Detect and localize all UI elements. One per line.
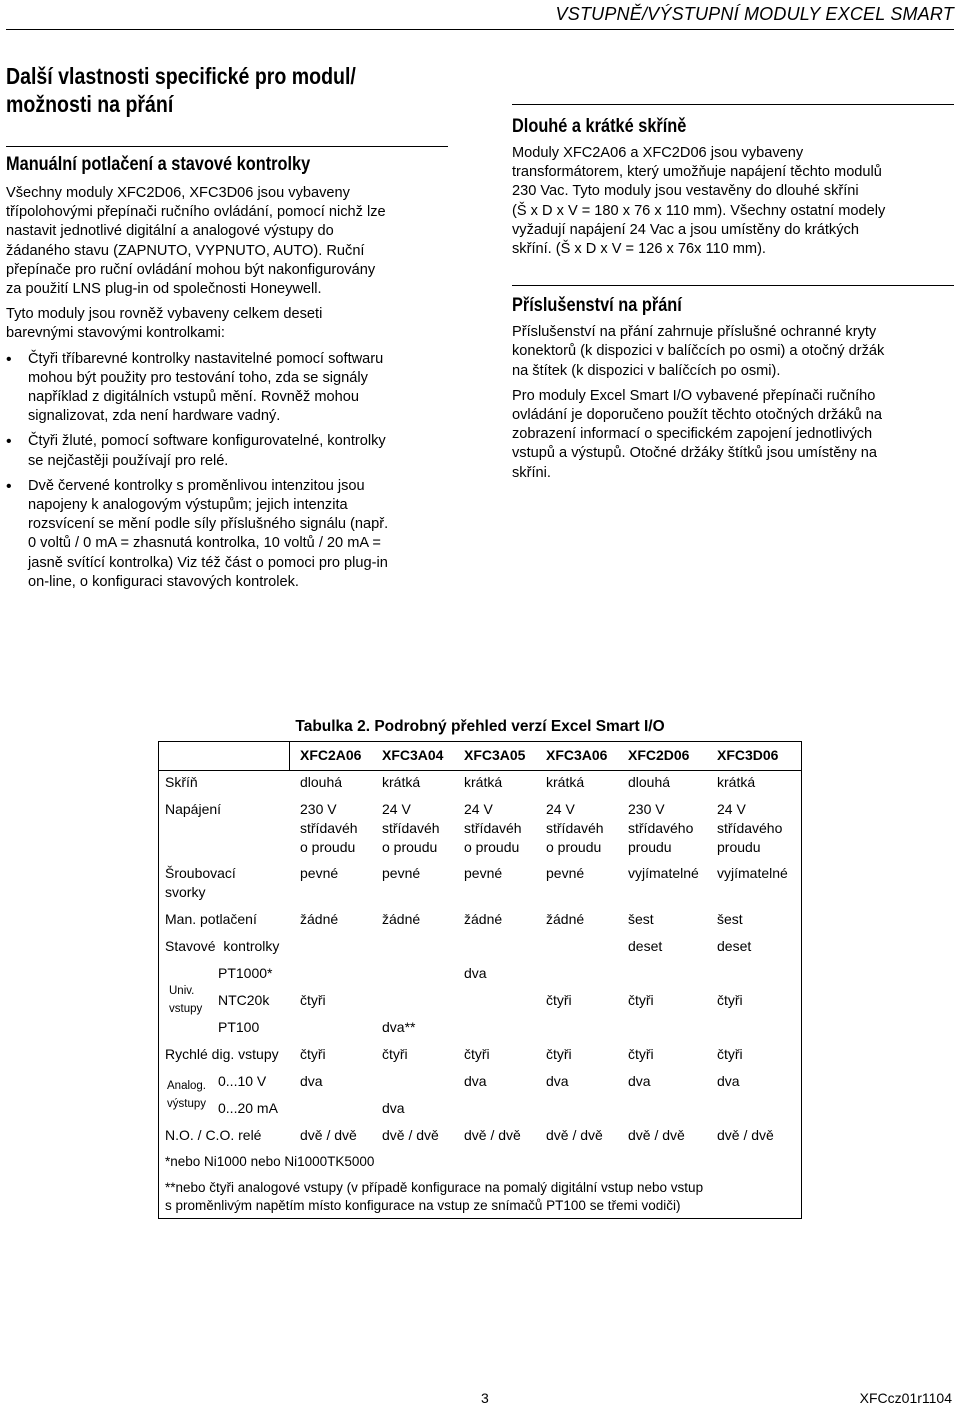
table-cell: čtyři [546, 1046, 572, 1062]
table-cell: čtyři [628, 992, 654, 1008]
cell-line: svorky [165, 884, 206, 900]
text-line: ovládání je doporučeno použít těchto otočných držáků na [512, 407, 882, 424]
row-label-pt100: PT100 [218, 1019, 260, 1035]
cell-line: vstupy [169, 1003, 203, 1015]
text-line: nastavit jednotlivé digitální a analogové výstupy do [6, 223, 334, 240]
table-cell: čtyři [382, 1046, 408, 1062]
cell-line: střídavéh [382, 820, 440, 836]
table-cell: vyjímatelné [628, 865, 699, 881]
row-label-fast-digital-inputs: Rychlé dig. vstupy [165, 1046, 279, 1062]
table-cell [546, 800, 604, 857]
cell-line: střídavého [628, 820, 694, 836]
text-line: rozsvícení se mění podle síly příslušného signálu (např. [28, 516, 389, 533]
row-label-power: Napájení [165, 801, 222, 817]
table-cell: žádné [300, 911, 339, 927]
table-cell: deset [628, 938, 663, 954]
text-line: 0 voltů / 0 mA = zhasnutá kontrolka, 10 voltů / 20 mA = [28, 535, 381, 552]
text-line: napojeny k analogovým výstupům; jejich intenzita [28, 497, 348, 514]
table-cell: dva [464, 965, 487, 981]
page-number: 3 [481, 1390, 489, 1406]
table-cell: čtyři [628, 1046, 654, 1062]
table-cell: šest [717, 911, 743, 927]
table-cell: vyjímatelné [717, 865, 788, 881]
list-item [6, 432, 448, 470]
section-title-line-2: možnosti na přání [6, 91, 174, 117]
text-line: například z digitálních vstupů mění. Rovněž mohou [28, 389, 359, 406]
table-cell: dlouhá [628, 774, 671, 790]
para-manual-override [6, 184, 448, 299]
table-cell: dva [464, 1073, 487, 1089]
text-line: mohou být použity pro testování toho, zda se signály [28, 369, 368, 386]
table-header-row [159, 742, 801, 771]
section-title-line-1: Další vlastnosti specifické pro modul/ [6, 63, 356, 89]
text-line: se nejčastěji používají pro relé. [28, 452, 229, 469]
right-column [512, 104, 954, 483]
cell-line: 24 V [717, 801, 746, 817]
table-cell: dva [546, 1073, 569, 1089]
header-cell: XFC3A04 [382, 747, 444, 763]
cell-line: o proudu [300, 839, 356, 855]
table-cell [382, 800, 440, 857]
text-line: Tyto moduly jsou rovněž vybaveny celkem deseti [6, 306, 323, 323]
text-line: žádaného stavu (ZAPNUTO, VYPNUTO, AUTO). Ruční [6, 242, 365, 259]
table-cell: žádné [464, 911, 503, 927]
row-label-housing: Skříň [165, 774, 198, 790]
cell-line: 24 V [546, 801, 575, 817]
table-cell: dva [628, 1073, 651, 1089]
table-cell: pevné [464, 865, 503, 881]
right-rule-2 [512, 285, 954, 286]
cell-line: 230 V [628, 801, 665, 817]
row-label-relays: N.O. / C.O. relé [165, 1127, 262, 1143]
cell-line: 230 V [300, 801, 337, 817]
table-cell: čtyři [717, 992, 743, 1008]
table-cell: krátká [464, 774, 503, 790]
cell-line: střídavéh [300, 820, 358, 836]
header-divider [289, 742, 290, 770]
table-cell [300, 800, 358, 857]
table-cell: dva** [382, 1019, 416, 1035]
table-cell: čtyři [546, 992, 572, 1008]
cell-line: o proudu [382, 839, 438, 855]
text-line: barevnými stavovými kontrolkami: [6, 325, 225, 342]
cell-line: o proudu [464, 839, 520, 855]
table-cell [628, 800, 693, 857]
text-line: 230 Vac. Tyto moduly jsou vestavěny do dlouhé skříni [512, 183, 859, 200]
cell-line: **nebo čtyři analogové vstupy (v případě konfigurace na pomalý digitální vstup nebo vstup [165, 1180, 704, 1195]
row-label-status-leds: Stavové kontrolky [165, 938, 280, 954]
table-cell: dva [382, 1100, 405, 1116]
left-column [6, 62, 448, 598]
cell-line: výstupy [167, 1098, 206, 1110]
row-label-universal-inputs [169, 982, 202, 1018]
table-title: Tabulka 2. Podrobný přehled verzí Excel Smart I/O [295, 718, 665, 735]
text-line: zobrazení informací o specifickém zapojení jednotlivých [512, 426, 873, 443]
table-cell: dvě / dvě [300, 1127, 357, 1143]
text-line: transformátorem, který umožňuje napájení těchto modulů [512, 164, 882, 181]
text-line: konektorů (k dispozici v balíčcích po osmi) a otočný držák [512, 343, 885, 360]
text-line: • Čtyři žluté, pomocí software konfigurovatelné, kontrolky [28, 433, 386, 450]
text-line: vstupů a výstupů. Otočné držáky štítků jsou umístěny na [512, 445, 878, 462]
table-cell: dvě / dvě [382, 1127, 439, 1143]
table-cell: žádné [382, 911, 421, 927]
table-cell: dvě / dvě [464, 1127, 521, 1143]
table-footnote-2 [165, 1179, 703, 1215]
table-cell: čtyři [300, 1046, 326, 1062]
table-cell: žádné [546, 911, 585, 927]
right-rule-1 [512, 104, 954, 105]
text-line: skříní. (Š x D x V = 126 x 76x 110 mm). [512, 241, 766, 258]
cell-line: střídavéh [464, 820, 522, 836]
cell-line: Univ. [169, 985, 195, 997]
text-line: jasně svítící kontrolka) Viz též část o pomoci pro plug-in [28, 554, 388, 571]
running-header: VSTUPNĚ/VÝSTUPNÍ MODULY EXCEL SMART [555, 4, 954, 24]
text-line: • Dvě červené kontrolky s proměnlivou intenzitou jsou [28, 477, 365, 494]
header-cell: XFC3D06 [717, 747, 779, 763]
text-line: signalizovat, zda není hardware vadný. [28, 408, 281, 425]
list-item [6, 350, 448, 427]
table-cell: dvě / dvě [628, 1127, 685, 1143]
cell-line: s proměnlivým napětím místo konfigurace na vstup ze snímačů PT100 se třemi vodiči) [165, 1198, 681, 1213]
cell-line: proudu [717, 839, 761, 855]
status-led-list [6, 350, 448, 592]
subsection-title-housings: Dlouhé a krátké skříně [512, 116, 687, 137]
table-cell: čtyři [717, 1046, 743, 1062]
table-cell: dvě / dvě [546, 1127, 603, 1143]
table-cell: krátká [717, 774, 756, 790]
section-title [6, 62, 526, 118]
header-rule [6, 29, 954, 30]
table-cell: čtyři [300, 992, 326, 1008]
subsection-title-manual-override: Manuální potlačení a stavové kontrolky [6, 154, 311, 175]
para-rotary-holders [512, 387, 954, 483]
list-item [6, 477, 448, 592]
table-cell: krátká [546, 774, 585, 790]
table-cell: krátká [382, 774, 421, 790]
cell-line: Šroubovací [165, 865, 236, 881]
section-rule [6, 146, 448, 147]
cell-line: 24 V [464, 801, 493, 817]
text-line: Příslušenství na přání zahrnuje příslušné ochranné kryty [512, 324, 877, 341]
cell-line: proudu [628, 839, 672, 855]
table-cell: šest [628, 911, 654, 927]
row-label-manual-override: Man. potlačení [165, 911, 257, 927]
cell-line: o proudu [546, 839, 602, 855]
header-cell: XFC2D06 [628, 747, 690, 763]
text-line: Pro moduly Excel Smart I/O vybavené přepínači ručního [512, 387, 876, 404]
table-cell: dvě / dvě [717, 1127, 774, 1143]
header-cell: XFC3A06 [546, 747, 608, 763]
text-line: třípolohovými přepínači ručního ovládání, pomocí nichž lze [6, 204, 386, 221]
para-housings [512, 144, 954, 259]
row-label-ntc20k: NTC20k [218, 992, 270, 1008]
versions-table [158, 741, 802, 1219]
para-accessories [512, 323, 954, 381]
cell-line: střídavého [717, 820, 783, 836]
text-line: • Čtyři tříbarevné kontrolky nastavitelné pomocí softwaru [28, 350, 384, 367]
table-cell: pevné [546, 865, 585, 881]
table-cell: pevné [382, 865, 421, 881]
table-cell: čtyři [464, 1046, 490, 1062]
text-line: Moduly XFC2A06 a XFC2D06 jsou vybaveny [512, 145, 804, 161]
text-line: přepínače pro ruční ovládání mohou být nakonfigurovány [6, 261, 376, 278]
table-cell: dva [717, 1073, 740, 1089]
row-label-terminals [165, 864, 236, 902]
subsection-title-accessories: Příslušenství na přání [512, 295, 682, 317]
text-line: na štítek (k dispozici v balíčcích po osmi). [512, 362, 781, 379]
row-label-0-20ma: 0...20 mA [218, 1100, 278, 1116]
row-label-analog-outputs [167, 1077, 206, 1113]
row-label-0-10v: 0...10 V [218, 1073, 267, 1089]
text-line: Všechny moduly XFC2D06, XFC3D06 jsou vybaveny [6, 185, 350, 201]
text-line: vyžadují napájení 24 Vac a jsou umístěny do krátkých [512, 221, 859, 238]
cell-line: střídavéh [546, 820, 604, 836]
text-line: on-line, o konfiguraci stavových kontrolek. [28, 573, 299, 590]
row-label-pt1000: PT1000* [218, 965, 273, 981]
text-line: (Š x D x V = 180 x 76 x 110 mm). Všechny ostatní modely [512, 202, 886, 219]
table-cell: dlouhá [300, 774, 343, 790]
header-cell: XFC2A06 [300, 747, 362, 763]
table-cell: deset [717, 938, 752, 954]
document-code: XFCcz01r1104 [859, 1390, 952, 1406]
text-line: skříni. [512, 464, 551, 481]
table-cell: pevné [300, 865, 339, 881]
table-cell: dva [300, 1073, 323, 1089]
table-cell [717, 800, 782, 857]
cell-line: 24 V [382, 801, 411, 817]
para-status-leds [6, 305, 448, 343]
table-cell [464, 800, 522, 857]
header-cell: XFC3A05 [464, 747, 526, 763]
text-line: za použití LNS plug-in od společnosti Honeywell. [6, 281, 322, 298]
table-footnote-1: *nebo Ni1000 nebo Ni1000TK5000 [165, 1154, 375, 1169]
cell-line: Analog. [167, 1080, 207, 1092]
